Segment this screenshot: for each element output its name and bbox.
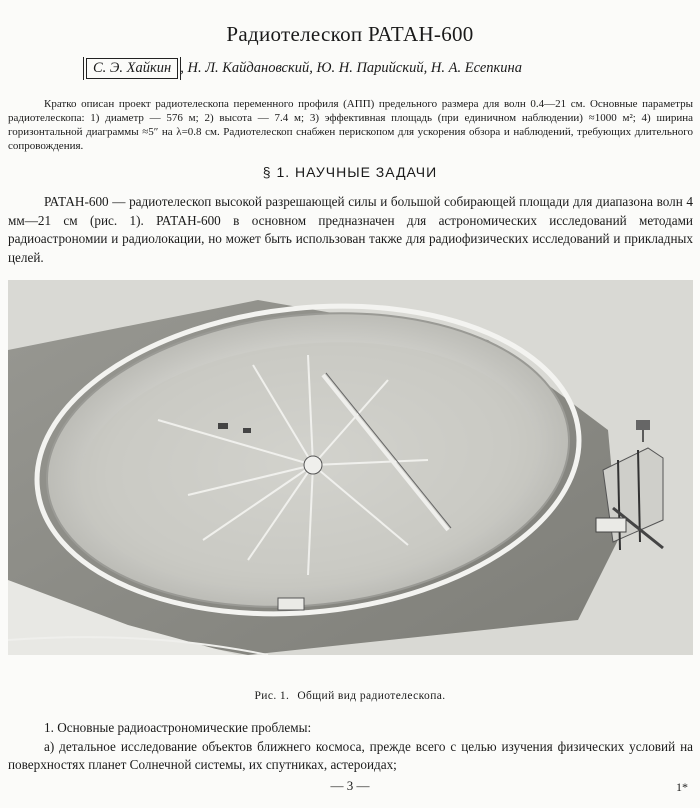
telescope-photo-illustration	[8, 280, 693, 655]
central-hub	[304, 456, 322, 474]
author-boxed: С. Э. Хайкин	[86, 58, 178, 79]
caption-text: Общий вид радиотелескопа.	[297, 690, 446, 702]
list-item-a: а) детальное исследование объектов ближнего космоса, прежде всего с целью изучения физических условий на поверхностях планет Солнечной системы, их спутниках, астероидах;	[8, 739, 693, 772]
author-list	[86, 58, 676, 79]
list-heading: 1. Основные радиоастрономические проблемы:	[44, 720, 312, 735]
intro-paragraph: РАТАН-600 — радиотелескоп высокой разрешающей силы и большой собирающей площади для диапазона волн 4 мм—21 см (рис. 1). РАТАН-600 в основном предназначен для астрономических исследований методами радиоастрономии и радиолокации, но может быть использован также для радиофизических исследований и прикладных целей.	[8, 194, 693, 265]
author-rest: , Н. Л. Кайдановский, Ю. Н. Парийский, Н. А. Есепкина	[180, 60, 522, 76]
section-heading: § 1. НАУЧНЫЕ ЗАДАЧИ	[262, 164, 438, 180]
caption-label: Рис. 1.	[254, 690, 290, 702]
abstract: Кратко описан проект радиотелескопа переменного профиля (АПП) предельного размера для волн 0.4—21 см. Основные параметры радиотелескопа: 1) диаметр — 576 м; 2) высота — 7.4 м; 3) эффективная площадь (при единичном наблюдении) ≈1000 м²; 4) ширина горизонтальной диаграммы ≈5″ на λ=0.8 см. Радиотелескоп снабжен перископом для ускорения обзора и наблюдений, требующих длительного сопровождения.	[8, 98, 693, 152]
signature-mark: 1*	[676, 780, 688, 794]
figure-photo	[8, 280, 693, 655]
page-number: — 3 —	[330, 778, 370, 793]
paper-title: Радиотелескоп РАТАН-600	[226, 22, 474, 46]
figure-caption	[0, 690, 700, 702]
